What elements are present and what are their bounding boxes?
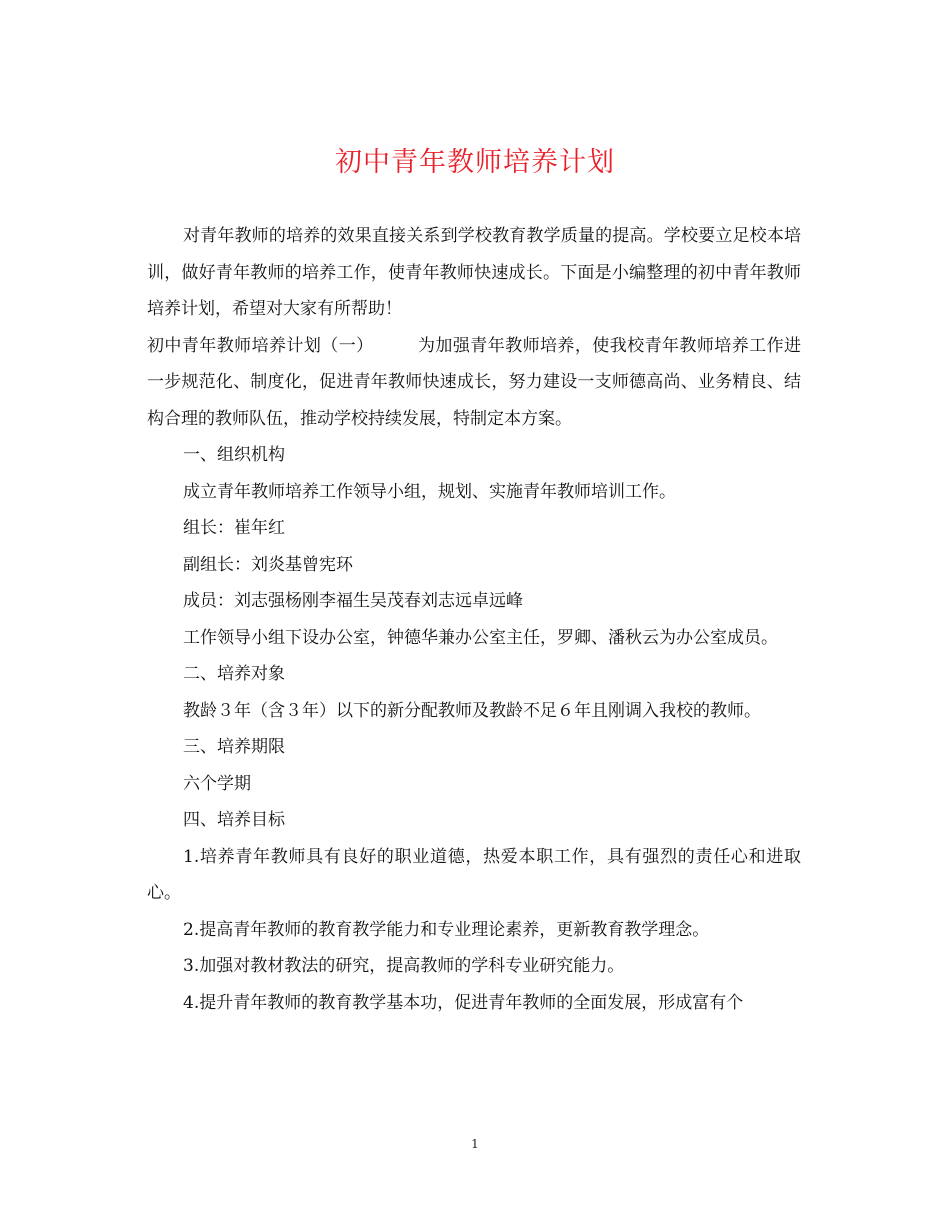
paragraph: 六个学期 xyxy=(183,773,251,794)
section-heading: 二、培养对象 xyxy=(183,664,285,684)
plan-paragraph xyxy=(147,328,801,438)
list-item: 4.提升青年教师的教育教学基本功，促进青年教师的全面发展，形成富有个 xyxy=(183,992,744,1013)
intro-paragraph: 对青年教师的培养的效果直接关系到学校教育教学质量的提高。学校要立足校本培训，做好青年教师的培养工作，使青年教师快速成长。下面是小编整理的初中青年教师培养计划，希望对大家有所帮助！ xyxy=(147,226,801,319)
section-heading: 三、培养期限 xyxy=(183,737,285,757)
section-heading: 四、培养目标 xyxy=(183,810,285,830)
paragraph: 成立青年教师培养工作领导小组，规划、实施青年教师培训工作。 xyxy=(183,481,676,502)
members-line: 成员：刘志强杨刚李福生吴茂春刘志远卓远峰 xyxy=(183,591,523,611)
plan-intro: 为加强青年教师培养，使我校青年教师培养工作进一步规范化、制度化，促进青年教师快速成长，努力建设一支师德高尚、业务精良、结构合理的教师队伍，推动学校持续发展，特制定本方案。 xyxy=(147,335,802,429)
document-title: 初中青年教师培养计划 xyxy=(335,147,615,178)
section-heading: 一、组织机构 xyxy=(183,445,285,465)
list-item: 2.提高青年教师的教育教学能力和专业理论素养，更新教育教学理念。 xyxy=(183,919,710,940)
list-item: 1.培养青年教师具有良好的职业道德，热爱本职工作，具有强烈的责任心和进取心。 xyxy=(147,846,801,903)
deputy-line: 副组长：刘炎基曾宪环 xyxy=(183,554,353,575)
paragraph: 工作领导小组下设办公室，钟德华兼办公室主任，罗卿、潘秋云为办公室成员。 xyxy=(183,627,778,648)
plan-heading: 初中青年教师培养计划（一） xyxy=(147,335,374,356)
document-body xyxy=(147,218,801,1021)
page-number: 1 xyxy=(471,1137,479,1151)
list-item: 3.加强对教材教法的研究，提高教师的学科专业研究能力。 xyxy=(183,956,625,976)
paragraph: 教龄３年（含３年）以下的新分配教师及教龄不足６年且刚调入我校的教师。 xyxy=(183,700,761,721)
leader-line: 组长：崔年红 xyxy=(183,518,285,538)
